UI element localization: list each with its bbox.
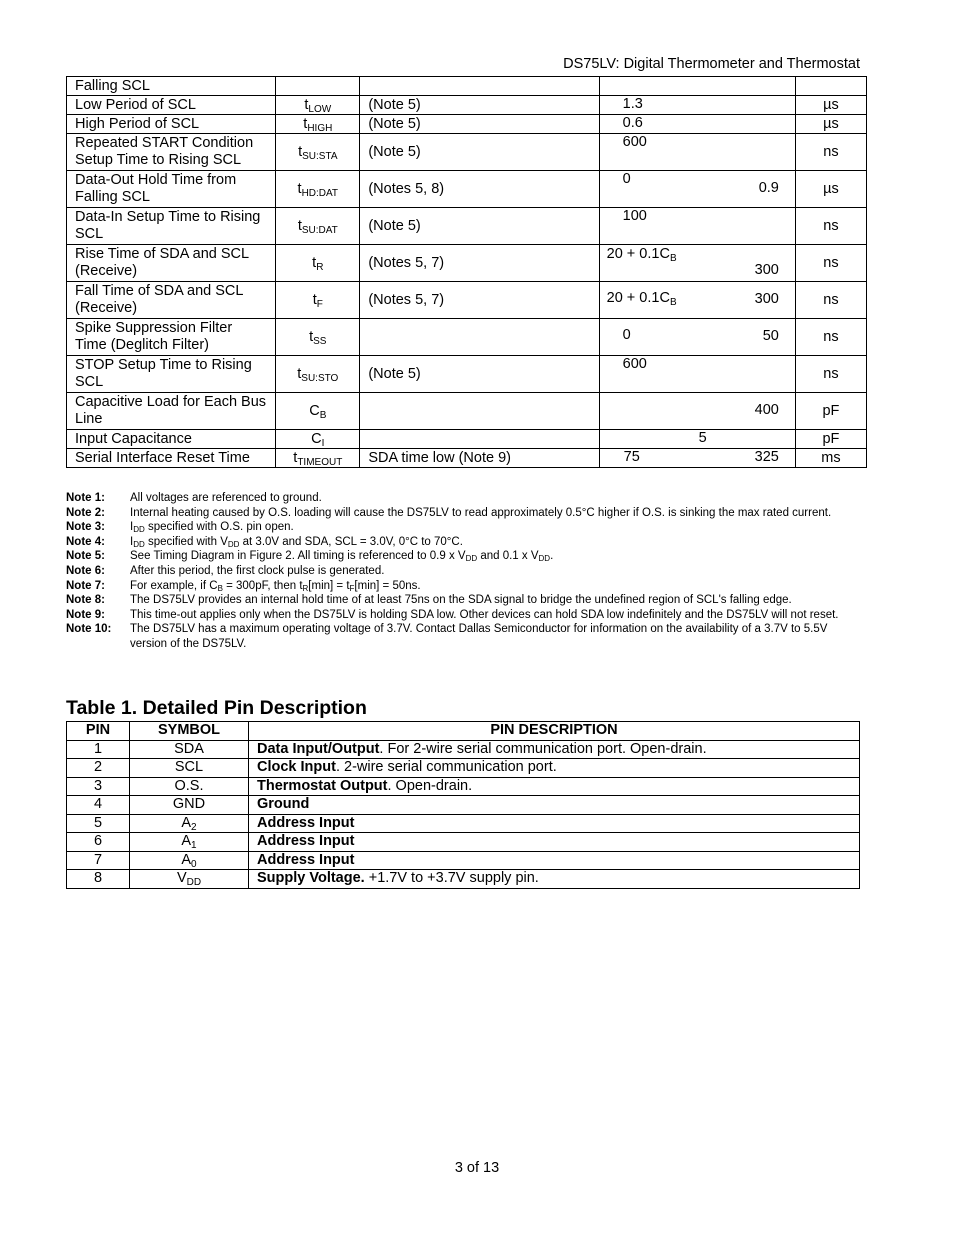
pin-symbol: SDA [130,740,249,759]
note-text: $I_{DD}$ specified with O.S. pin open. [130,521,294,535]
symbol-subscript: HD:DAT [301,187,339,199]
pin-number: 8 [67,870,130,889]
pin-description: Ground [249,796,860,815]
pin-symbol: O.S. [130,777,249,796]
symbol-subscript: LOW [308,103,332,115]
symbol-cell [276,282,360,319]
values-cell [599,319,795,356]
page-number: 3 of 13 [454,1160,500,1176]
pin-symbol: $A_2$ [130,814,249,833]
note-text: After this period, the first clock pulse is generated. [130,564,385,577]
pin-description: Data Input/Output. For 2-wire serial communication port. Open-drain. [249,740,860,759]
unit-cell: ns [795,282,866,319]
parameter-cell: Fall Time of SDA and SCL (Receive) [67,282,276,319]
unit-cell: pF [795,393,866,430]
note-label: Note 2: [66,506,105,519]
parameter-cell: Capacitive Load for Each Bus Line [67,393,276,430]
pin-description: Supply Voltage. +1.7V to +3.7V supply pin. [249,870,860,889]
unit-cell: ms [795,449,866,468]
values-cell [599,449,795,468]
values-cell [599,115,795,134]
values-cell [599,208,795,245]
symbol-text: t [297,180,302,197]
unit-cell: pF [795,430,866,449]
min-value: 0 [622,171,631,187]
condition-cell: (Notes 5, 7) [360,245,599,282]
values-cell [599,171,795,208]
note-text: The DS75LV provides an internal hold time of at least 75ns on the SDA signal to bridge the undefined region of SCL's falling edge. [130,594,792,607]
table-row [67,777,860,796]
max-value: 400 [754,402,779,418]
min-subscript: B [669,253,677,264]
parameter-cell: Spike Suppression Filter Time (Deglitch Filter) [67,319,276,356]
pin-description: Address Input [249,814,860,833]
values-cell [599,77,795,96]
symbol-cell [276,449,360,468]
note-text: Internal heating caused by O.S. loading will cause the DS75LV to read approximately 0.5°C higher if O.S. is sinking the max rated current. [130,506,832,519]
pin-number: 3 [67,777,130,796]
table-row [67,319,867,356]
condition-cell: (Note 5) [360,208,599,245]
symbol-subscript: F [316,298,323,310]
pin-number: 4 [67,796,130,815]
pin-symbol: $V_{DD}$ [130,870,249,889]
symbol-cell [276,430,360,449]
max-value: 325 [754,449,779,465]
pin-number: 2 [67,759,130,778]
symbol-cell [276,96,360,115]
note-item [66,579,866,594]
parameter-cell: Rise Time of SDA and SCL (Receive) [67,245,276,282]
unit-cell: ns [795,208,866,245]
pin-number: 7 [67,851,130,870]
pin-description: Thermostat Output. Open-drain. [249,777,860,796]
table-row [67,870,860,889]
pin-number: 1 [67,740,130,759]
pin-description: Clock Input. 2-wire serial communication port. [249,759,860,778]
min-subscript: B [669,297,677,308]
condition-cell: (Note 5) [360,356,599,393]
note-label: Note 10: [66,623,112,636]
note-label: Note 8: [66,594,105,607]
symbol-subscript: SU:STA [302,150,338,162]
parameter-cell: High Period of SCL [67,115,276,134]
symbol-text: t [297,217,302,234]
note-text: All voltages are referenced to ground. [130,492,322,504]
values-cell [599,356,795,393]
symbol-subscript: SU:DAT [301,224,338,236]
parameter-cell: Repeated START Condition Setup Time to Rising SCL [67,134,276,171]
pin-number: 5 [67,814,130,833]
values-cell [599,393,795,430]
symbol-text: t [309,328,314,345]
column-header: SYMBOL [130,722,249,741]
pin-symbol: $A_0$ [130,851,249,870]
note-text: For example, if $C_B = 300pF$, then $t_R[\min] = t_F[\min] = 50ns$. [130,579,421,593]
table-row [67,740,860,759]
note-label: Note 4: [66,535,105,548]
min-value: 600 [622,134,647,150]
parameter-cell: Serial Interface Reset Time [67,449,276,468]
min-value: $20 + 0.1C_B$ [606,290,677,308]
note-text: The DS75LV has a maximum operating voltage of 3.7V. Contact Dallas Semiconductor for information on the availability of a 3.7V to 5.5V version of the DS75LV. [130,623,828,650]
note-text: This time-out applies only when the DS75LV is holding SDA low. Other devices can hold SDA low indefinitely and the DS75LV will not reset. [130,608,839,621]
note-item [66,564,866,579]
symbol-cell [276,393,360,430]
symbol-subscript: I [321,437,325,449]
column-header: PIN DESCRIPTION [249,722,860,741]
symbol-text: C [311,430,322,447]
note-label: Note 3: [66,521,105,534]
min-value: 600 [622,356,647,372]
note-item [66,622,866,651]
column-header: PIN [67,722,130,741]
min-value: 0 [622,327,631,343]
unit-cell [795,77,866,96]
note-item [66,549,866,564]
pin-symbol: SCL [130,759,249,778]
max-value: 300 [754,262,779,278]
notes-list [66,491,866,652]
parameter-cell: Falling SCL [67,77,276,96]
condition-cell: (Notes 5, 7) [360,282,599,319]
condition-cell: (Note 5) [360,115,599,134]
table-row [67,814,860,833]
document-header: DS75LV: Digital Thermometer and Thermostat [563,56,860,72]
note-label: Note 9: [66,608,105,621]
condition-cell: (Note 5) [360,96,599,115]
symbol-cell [276,77,360,96]
table-row [67,796,860,815]
condition-cell [360,319,599,356]
note-label: Note 1: [66,492,105,504]
table-row [67,356,867,393]
values-cell [599,430,795,449]
symbol-subscript: TIMEOUT [297,456,343,468]
symbol-text: t [312,254,317,271]
symbol-text: t [304,96,309,113]
parameter-cell: Data-In Setup Time to Rising SCL [67,208,276,245]
table-row [67,833,860,852]
table-row [67,393,867,430]
table-row [67,208,867,245]
symbol-subscript: SU:STO [301,372,339,384]
table-row [67,134,867,171]
symbol-text: C [309,402,320,419]
unit-cell: µs [795,171,866,208]
unit-cell: ns [795,134,866,171]
min-value: 100 [622,208,647,224]
parameter-cell: Input Capacitance [67,430,276,449]
condition-cell [360,430,599,449]
symbol-cell [276,356,360,393]
table-row [67,245,867,282]
max-value: 0.9 [758,180,779,196]
pin-symbol: $A_1$ [130,833,249,852]
min-value: $20 + 0.1C_B$ [606,246,677,264]
parameter-cell: Data-Out Hold Time from Falling SCL [67,171,276,208]
condition-cell [360,393,599,430]
min-value: 1.3 [622,96,643,112]
ac-characteristics-table [66,76,867,468]
symbol-text: t [293,449,298,466]
condition-cell: (Notes 5, 8) [360,171,599,208]
note-item [66,593,866,608]
pin-symbol: GND [130,796,249,815]
max-value: 50 [762,328,779,344]
symbol-cell [276,171,360,208]
pin-description: Address Input [249,851,860,870]
table-row [67,449,867,468]
min-value: 0.6 [622,115,643,131]
note-label: Note 5: [66,550,105,563]
symbol-cell [276,208,360,245]
note-label: Note 6: [66,564,105,577]
table-row [67,759,860,778]
note-item [66,520,866,535]
table-row [67,77,867,96]
unit-cell: ns [795,356,866,393]
table-1-title: Table 1. Detailed Pin Description [66,697,367,719]
min-value: 75 [623,449,640,465]
pin-description: Address Input [249,833,860,852]
values-cell [599,96,795,115]
symbol-cell [276,245,360,282]
symbol-cell [276,134,360,171]
symbol-cell [276,319,360,356]
table-row [67,171,867,208]
table-row [67,851,860,870]
table-row [67,430,867,449]
table-row [67,115,867,134]
table-header-row [67,722,860,741]
max-value: 300 [754,291,779,307]
table-row [67,96,867,115]
unit-cell: µs [795,115,866,134]
symbol-subscript: R [316,261,324,273]
values-cell [599,134,795,171]
symbol-text: t [297,365,302,382]
parameter-cell: Low Period of SCL [67,96,276,115]
note-item [66,535,866,550]
unit-cell: ns [795,319,866,356]
condition-cell: (Note 5) [360,134,599,171]
unit-cell: µs [795,96,866,115]
note-item [66,506,866,521]
note-item [66,608,866,623]
unit-cell: ns [795,245,866,282]
symbol-text: t [303,115,308,132]
symbol-text: t [312,291,317,308]
symbol-cell [276,115,360,134]
note-text: See Timing Diagram in Figure 2. All timing is referenced to 0.9 x $V_{DD}$ and 0.1 x $V_{DD}$. [130,550,554,564]
note-text: $I_{DD}$ specified with $V_{DD}$ at 3.0V and SDA, SCL = 3.0V, 0°C to 70°C. [130,535,463,549]
pin-number: 6 [67,833,130,852]
note-label: Note 7: [66,579,105,592]
condition-cell [360,77,599,96]
table-row [67,282,867,319]
parameter-cell: STOP Setup Time to Rising SCL [67,356,276,393]
symbol-subscript: SS [313,335,327,347]
pin-description-table [66,721,860,889]
values-cell [599,245,795,282]
symbol-text: t [298,143,303,160]
note-item [66,491,866,506]
symbol-subscript: B [319,409,327,421]
condition-cell: SDA time low (Note 9) [360,449,599,468]
typ-value: 5 [698,430,707,446]
values-cell [599,282,795,319]
symbol-subscript: HIGH [307,122,333,134]
